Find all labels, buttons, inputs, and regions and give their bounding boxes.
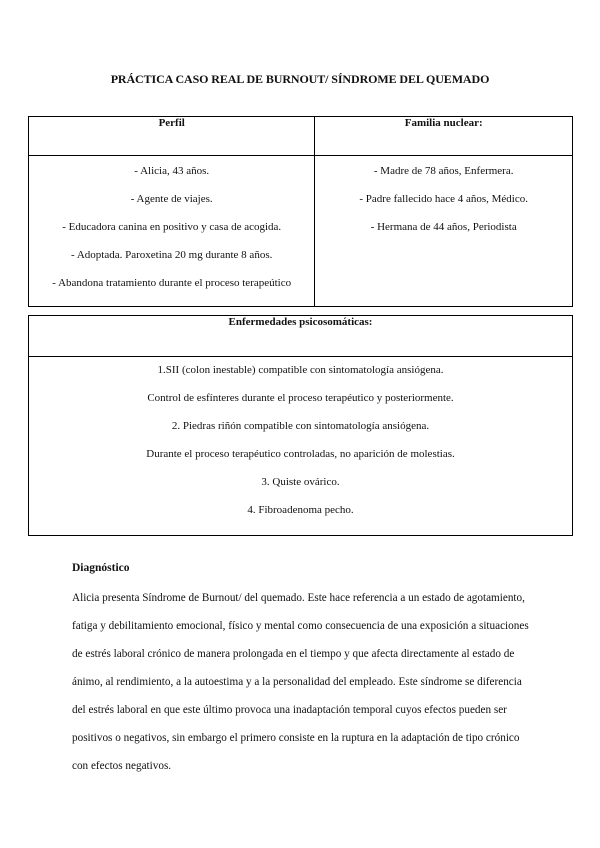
psychosomatic-table [28, 315, 573, 536]
psychosomatic-cell [29, 357, 573, 536]
profile-item: - Educadora canina en positivo y casa de acogida. [62, 221, 282, 233]
family-cell [315, 156, 573, 307]
page-title: PRÁCTICA CASO REAL DE BURNOUT/ SÍNDROME DEL QUEMADO [110, 72, 490, 86]
psychosomatic-item: Durante el proceso terapéutico controladas, no aparición de molestias. [146, 448, 455, 460]
diagnosis-text: Alicia presenta Síndrome de Burnout/ del quemado. Este hace referencia a un estado de agotamiento, fatiga y debilitamiento emocional, físico y mental como consecuencia de una exposición a situaciones de estrés laboral crónico de manera prolongada en el tiempo y que afecta directamente al estado de ánimo, al rendimiento, a la autoestima y a la personalidad del empleado. Este síndrome se diferencia del estrés laboral en que este último provoca una inadaptación temporal cuyos efectos pueden ser positivos o negativos, sin embargo el primero consiste en la ruptura en la adaptación de tipo crónico con efectos negativos. [72, 592, 529, 772]
family-item: - Padre fallecido hace 4 años, Médico. [359, 193, 528, 205]
profile-table [28, 116, 573, 307]
family-item: - Madre de 78 años, Enfermera. [373, 165, 514, 177]
profile-item: - Adoptada. Paroxetina 20 mg durante 8 años. [71, 249, 273, 261]
psychosomatic-header: Enfermedades psicosomáticas: [29, 316, 573, 357]
diagnosis-heading: Diagnóstico [72, 562, 130, 574]
psychosomatic-item: 4. Fibroadenoma pecho. [247, 504, 354, 516]
profile-item: - Alicia, 43 años. [134, 165, 210, 177]
family-header: Familia nuclear: [315, 117, 573, 156]
profile-header: Perfil [29, 117, 315, 156]
psychosomatic-item: Control de esfínteres durante el proceso terapéutico y posteriormente. [147, 392, 454, 404]
profile-item: - Agente de viajes. [130, 193, 213, 205]
profile-cell [29, 156, 315, 307]
family-item: - Hermana de 44 años, Periodista [370, 221, 517, 233]
psychosomatic-item: 1.SII (colon inestable) compatible con sintomatología ansiógena. [157, 364, 444, 376]
psychosomatic-item: 3. Quiste ovárico. [261, 476, 340, 488]
psychosomatic-item: 2. Piedras riñón compatible con sintomatología ansiógena. [171, 420, 430, 432]
profile-item: - Abandona tratamiento durante el proceso terapeútico [52, 277, 292, 289]
